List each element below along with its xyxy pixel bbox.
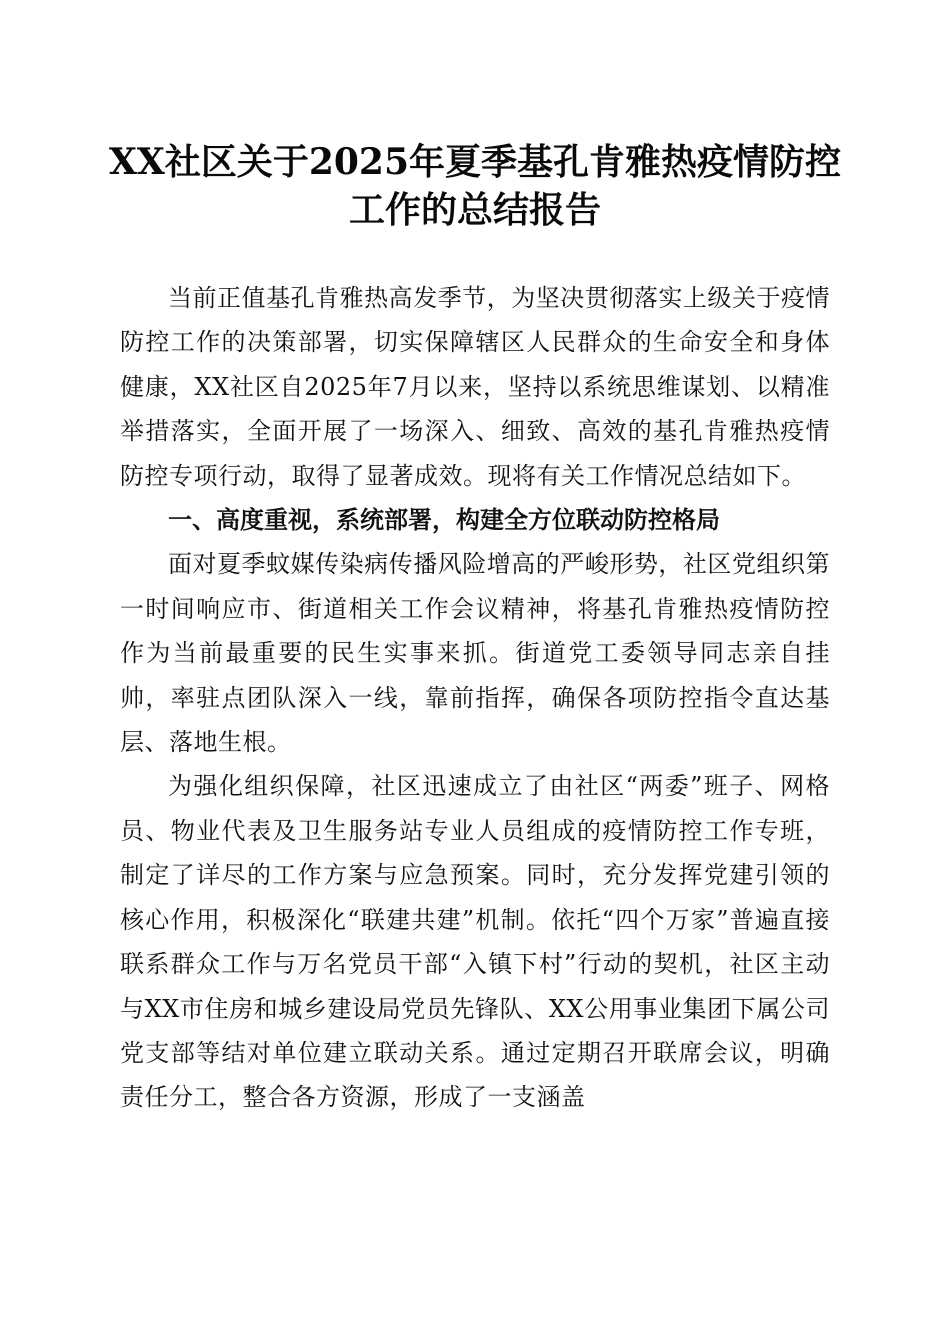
intro-paragraph: 当前正值基孔肯雅热高发季节，为坚决贯彻落实上级关于疫情防控工作的决策部署，切实保障辖区人民群众的生命安全和身体健康，XX社区自2025年7月以来，坚持以系统思维谋划、以精准举措落实，全面开展了一场深入、细致、高效的基孔肯雅热疫情防控专项行动，取得了显著成效。现将有关工作情况总结如下。 (120, 284, 830, 490)
document-body (120, 276, 830, 1120)
section-1-paragraph-2: 为强化组织保障，社区迅速成立了由社区“两委”班子、网格员、物业代表及卫生服务站专业人员组成的疫情防控工作专班，制定了详尽的工作方案与应急预案。同时，充分发挥党建引领的核心作用，积极深化“联建共建”机制。依托“四个万家”普遍直接联系群众工作与万名党员干部“入镇下村”行动的契机，社区主动与XX市住房和城乡建设局党员先锋队、XX公用事业集团下属公司党支部等结对单位建立联动关系。通过定期召开联席会议，明确责任分工，整合各方资源，形成了一支涵盖 (120, 772, 830, 1112)
title-line-1: XX社区关于2025年夏季基孔肯雅热疫情防控 (108, 141, 842, 183)
document-title (100, 138, 850, 234)
section-1-paragraph-1: 面对夏季蚊媒传染病传播风险增高的严峻形势，社区党组织第一时间响应市、街道相关工作会议精神，将基孔肯雅热疫情防控作为当前最重要的民生实事来抓。街道党工委领导同志亲自挂帅，率驻点团队深入一线，靠前指挥，确保各项防控指令直达基层、落地生根。 (120, 550, 830, 757)
section-1-heading: 一、高度重视，系统部署，构建全方位联动防控格局 (168, 506, 720, 535)
title-line-2: 工作的总结报告 (348, 189, 601, 231)
